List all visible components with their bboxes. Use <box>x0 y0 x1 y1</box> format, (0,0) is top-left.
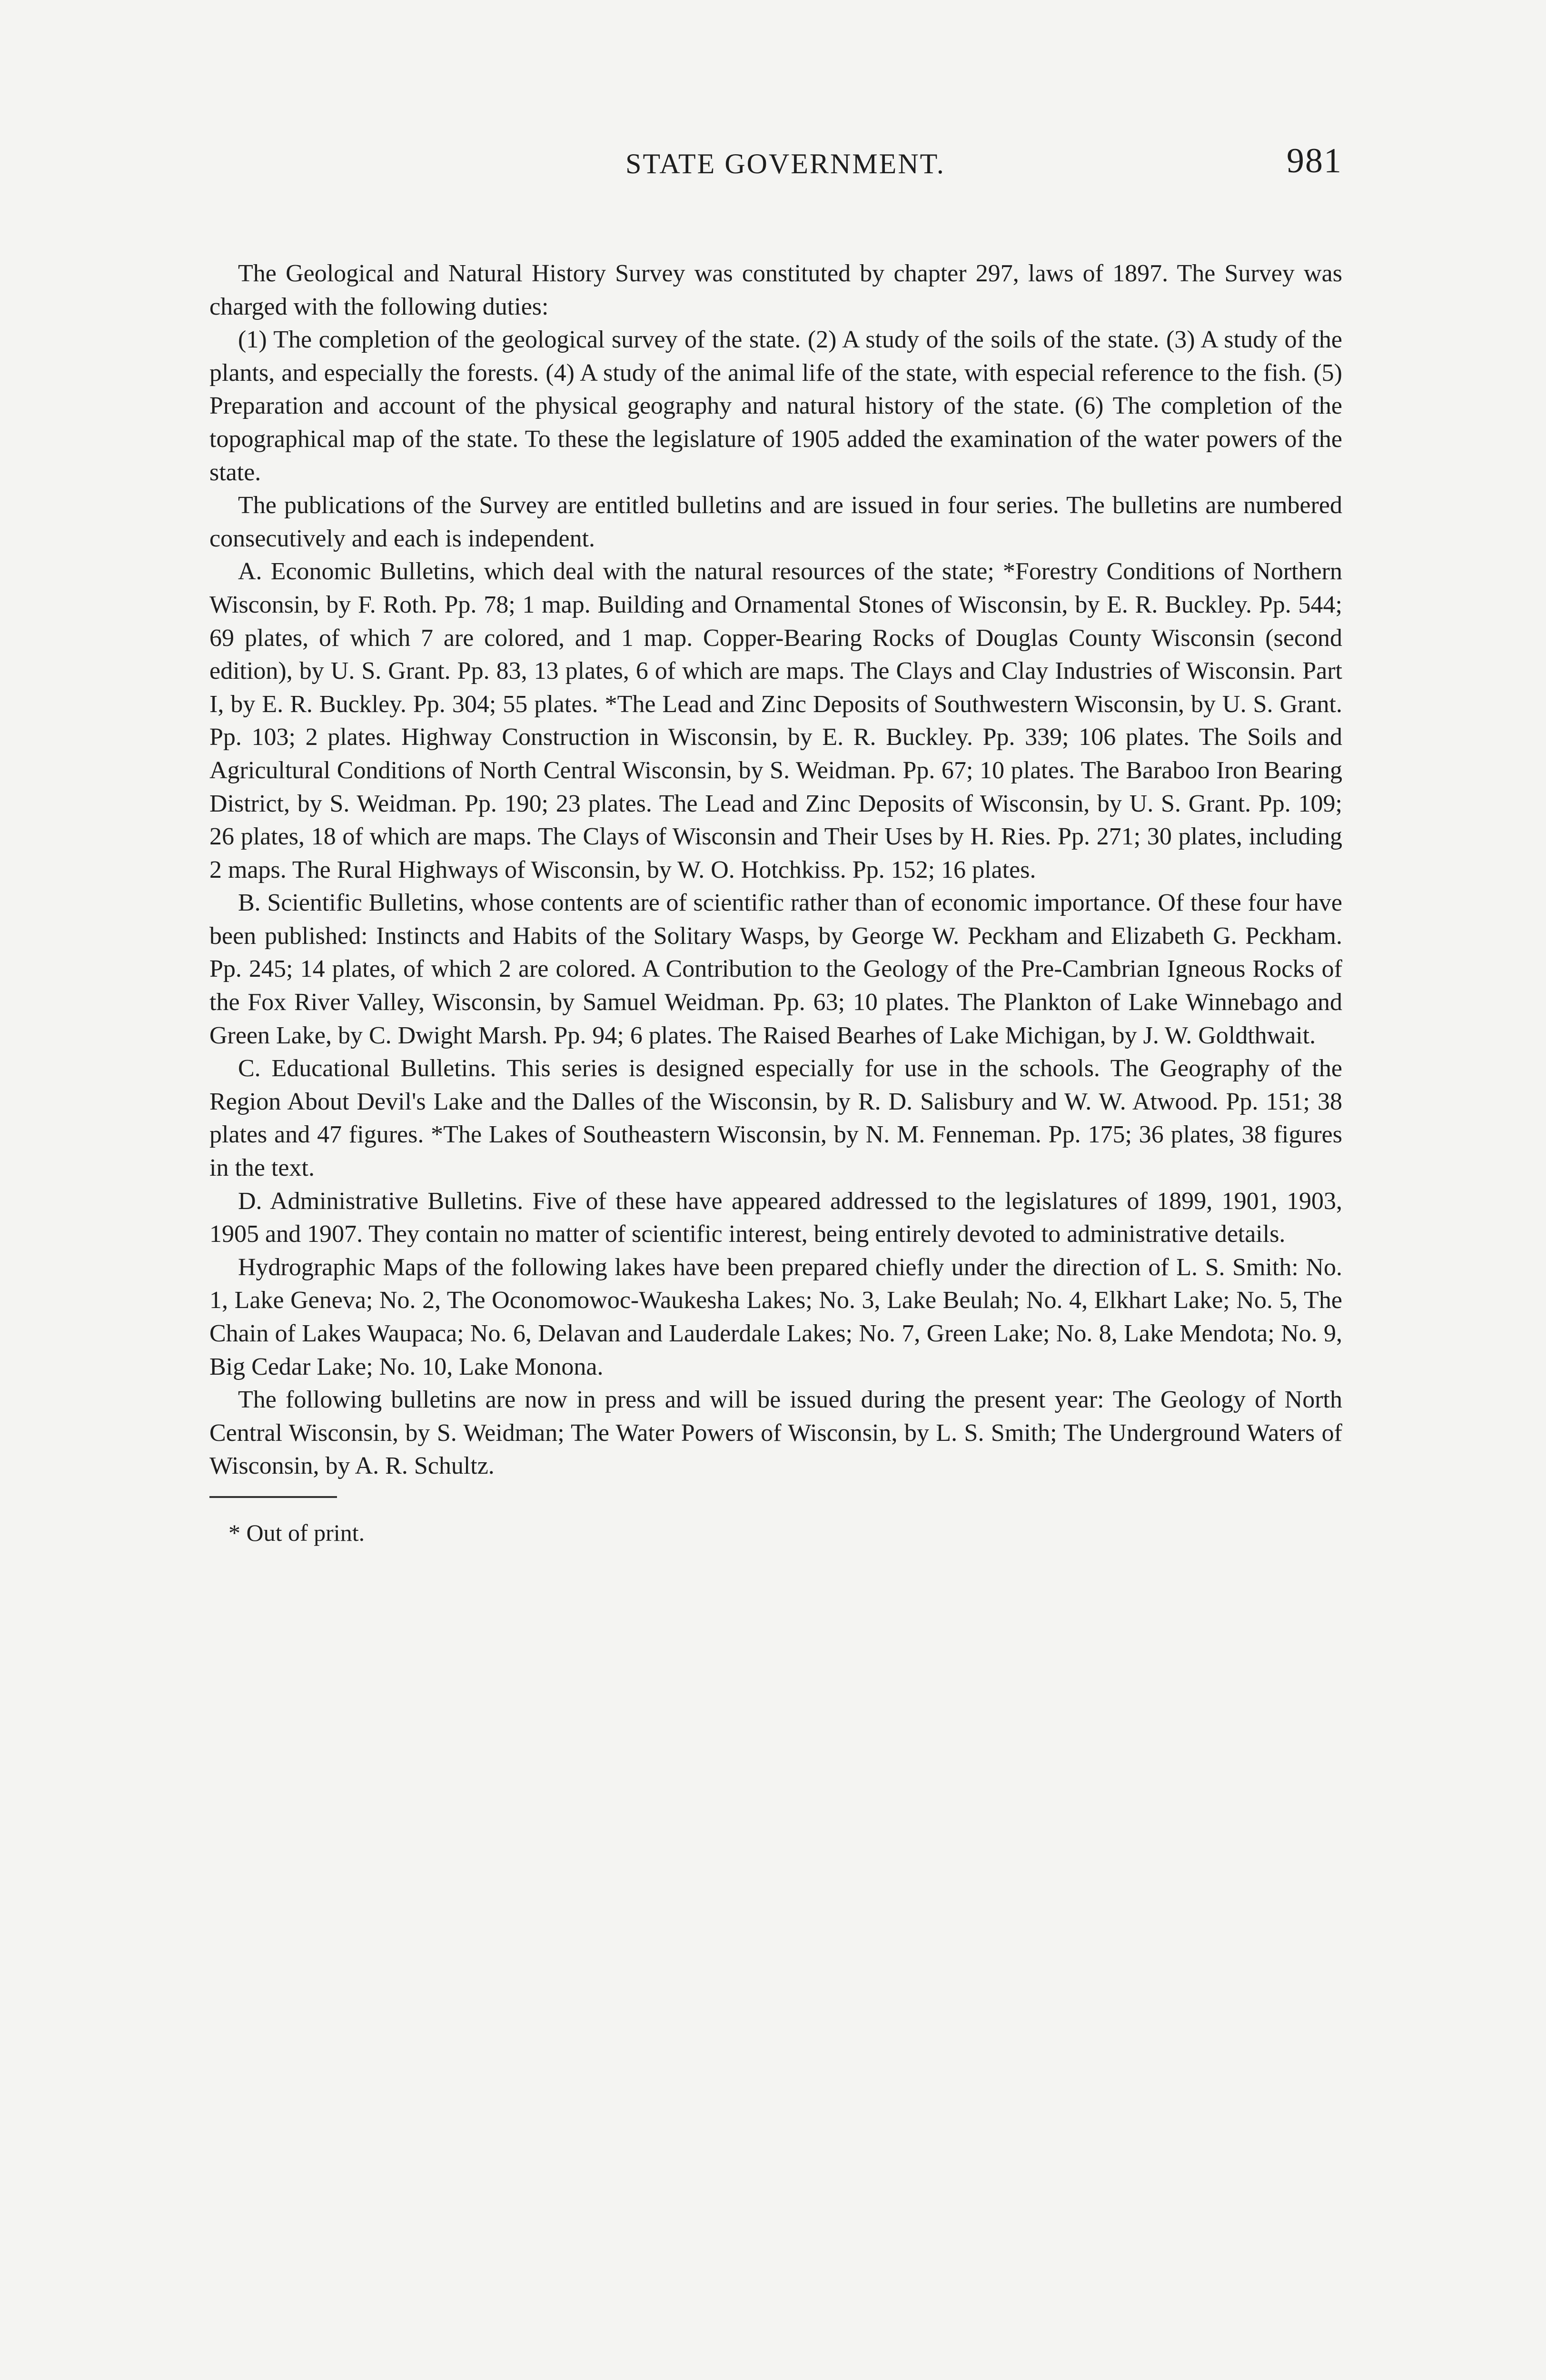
paragraph-hydrographic-maps: Hydrographic Maps of the following lakes have been prepared chiefly under the direction of L. S. Smith: No. 1, Lake Geneva; No. 2, The Oconomowoc-Waukesha Lakes; No. 3, Lake Beulah; No. 4, Elkhart Lake; No. 5, The Chain of Lakes Waupaca; No. 6, Delavan and Lauderdale Lakes; No. 7, Green Lake; No. 8, Lake Mendota; No. 9, Big Cedar Lake; No. 10, Lake Monona. <box>209 1253 1342 1380</box>
footnote-rule <box>209 1496 337 1498</box>
page-number: 981 <box>1287 141 1342 180</box>
paragraph-survey-constitution: The Geological and Natural History Survey was constituted by chapter 297, laws of 1897. The Survey was charged with the following duties: <box>209 260 1342 320</box>
paragraph-bulletins-in-press: The following bulletins are now in press and will be issued during the present year: The Geology of North Central Wisconsin, by S. Weidman; The Water Powers of Wisconsin, by L. S. Smith; The Underground Waters of Wisconsin, by A. R. Schultz. <box>209 1386 1342 1480</box>
running-title: STATE GOVERNMENT. <box>625 148 945 179</box>
paragraph-administrative-bulletins: D. Administrative Bulletins. Five of these have appeared addressed to the legislatures of 1899, 1901, 1903, 1905 and 1907. They contain no matter of scientific interest, being entirely devoted to administrative details. <box>209 1187 1342 1248</box>
footnote: * Out of print. <box>228 1519 365 1546</box>
paragraph-educational-bulletins: C. Educational Bulletins. This series is designed especially for use in the schools. The Geography of the Region About Devil's Lake and the Dalles of the Wisconsin, by R. D. Salisbury and W. W. Atwood. Pp. 151; 38 plates and 47 figures. *The Lakes of Southeastern Wisconsin, by N. M. Fenneman. Pp. 175; 36 plates, 38 figures in the text. <box>209 1055 1342 1182</box>
running-head <box>209 138 1342 200</box>
paragraph-economic-bulletins: A. Economic Bulletins, which deal with the natural resources of the state; *Forestry Conditions of Northern Wisconsin, by F. Roth. Pp. 78; 1 map. Building and Ornamental Stones of Wisconsin, by E. R. Buckley. Pp. 544; 69 plates, of which 7 are colored, and 1 map. Copper-Bearing Rocks of Douglas County Wisconsin (second edition), by U. S. Grant. Pp. 83, 13 plates, 6 of which are maps. The Clays and Clay Industries of Wisconsin. Part I, by E. R. Buckley. Pp. 304; 55 plates. *The Lead and Zinc Deposits of Southwestern Wisconsin, by U. S. Grant. Pp. 103; 2 plates. Highway Construction in Wisconsin, by E. R. Buckley. Pp. 339; 106 plates. The Soils and Agricultural Conditions of North Central Wisconsin, by S. Weidman. Pp. 67; 10 plates. The Baraboo Iron Bearing District, by S. Weidman. Pp. 190; 23 plates. The Lead and Zinc Deposits of Wisconsin, by U. S. Grant. Pp. 109; 26 plates, 18 of which are maps. The Clays of Wisconsin and Their Uses by H. Ries. Pp. 271; 30 plates, including 2 maps. The Rural Highways of Wisconsin, by W. O. Hotchkiss. Pp. 152; 16 plates. <box>209 558 1342 883</box>
paragraph-survey-duties: (1) The completion of the geological survey of the state. (2) A study of the soils of the state. (3) A study of the plants, and especially the forests. (4) A study of the animal life of the state, with especial reference to the fish. (5) Preparation and account of the physical geography and natural history of the state. (6) The completion of the topographical map of the state. To these the legislature of 1905 added the examination of the water powers of the state. <box>209 326 1342 486</box>
page <box>209 138 1342 1548</box>
paragraph-scientific-bulletins: B. Scientific Bulletins, whose contents are of scientific rather than of economic importance. Of these four have been published: Instincts and Habits of the Solitary Wasps, by George W. Peckham and Elizabeth G. Peckham. Pp. 245; 14 plates, of which 2 are colored. A Contribution to the Geology of the Pre-Cambrian Igneous Rocks of the Fox River Valley, Wisconsin, by Samuel Weidman. Pp. 63; 10 plates. The Plankton of Lake Winnebago and Green Lake, by C. Dwight Marsh. Pp. 94; 6 plates. The Raised Bearhes of Lake Michigan, by J. W. Goldthwait. <box>209 889 1342 1049</box>
paragraph-publications: The publications of the Survey are entitled bulletins and are issued in four series. The bulletins are numbered consecutively and each is independent. <box>209 492 1342 552</box>
body-text <box>209 257 1342 1483</box>
